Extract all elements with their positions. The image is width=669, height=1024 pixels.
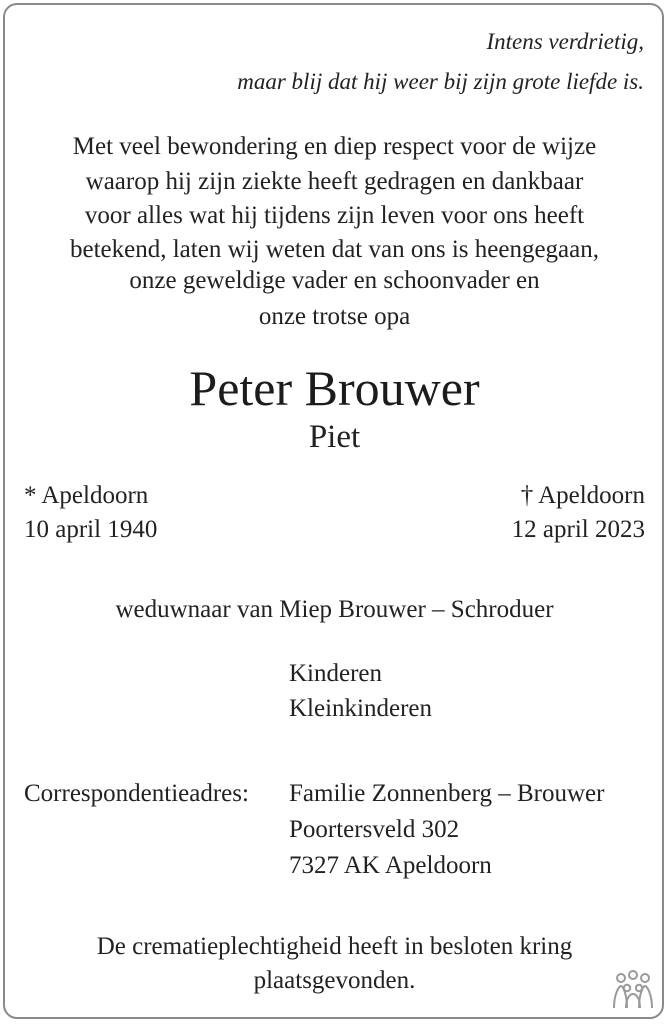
spouse-line: weduwnaar van Miep Brouwer – Schroduer	[115, 596, 554, 623]
death-place: † Apeldoorn	[520, 482, 645, 509]
quote-line-1: Intens verdrietig,	[486, 29, 644, 54]
quote-line-2: maar blij dat hij weer bij zijn grote liefde is.	[237, 69, 644, 94]
intro-line-2: waarop hij zijn ziekte heeft gedragen en dankbaar	[85, 168, 584, 195]
birth-place: * Apeldoorn	[24, 482, 149, 509]
birth-date: 10 april 1940	[24, 516, 158, 543]
death-date: 12 april 2023	[511, 516, 645, 543]
footer-line-2: plaatsgevonden.	[253, 967, 416, 994]
correspondence-city: 7327 AK Apeldoorn	[289, 852, 492, 879]
deceased-name: Peter Brouwer	[189, 360, 480, 416]
family-logo-icon	[610, 970, 656, 1010]
family-line-children: Kinderen	[289, 660, 383, 687]
intro-line-6: onze trotse opa	[258, 303, 411, 330]
intro-line-1: Met veel bewondering en diep respect voor de wijze	[72, 133, 597, 160]
intro-line-5: onze geweldige vader en schoonvader en	[129, 267, 540, 294]
correspondence-family: Familie Zonnenberg – Brouwer	[289, 780, 605, 807]
correspondence-label: Correspondentieadres:	[24, 780, 249, 807]
family-line-grandchildren: Kleinkinderen	[289, 695, 433, 722]
intro-line-4: betekend, laten wij weten dat van ons is heengegaan,	[70, 236, 599, 263]
correspondence-street: Poortersveld 302	[289, 816, 460, 843]
footer-line-1: De crematieplechtigheid heeft in besloten kring	[96, 933, 573, 960]
deceased-nickname: Piet	[308, 419, 361, 455]
intro-line-3: voor alles wat hij tijdens zijn leven voor ons heeft	[84, 202, 585, 229]
